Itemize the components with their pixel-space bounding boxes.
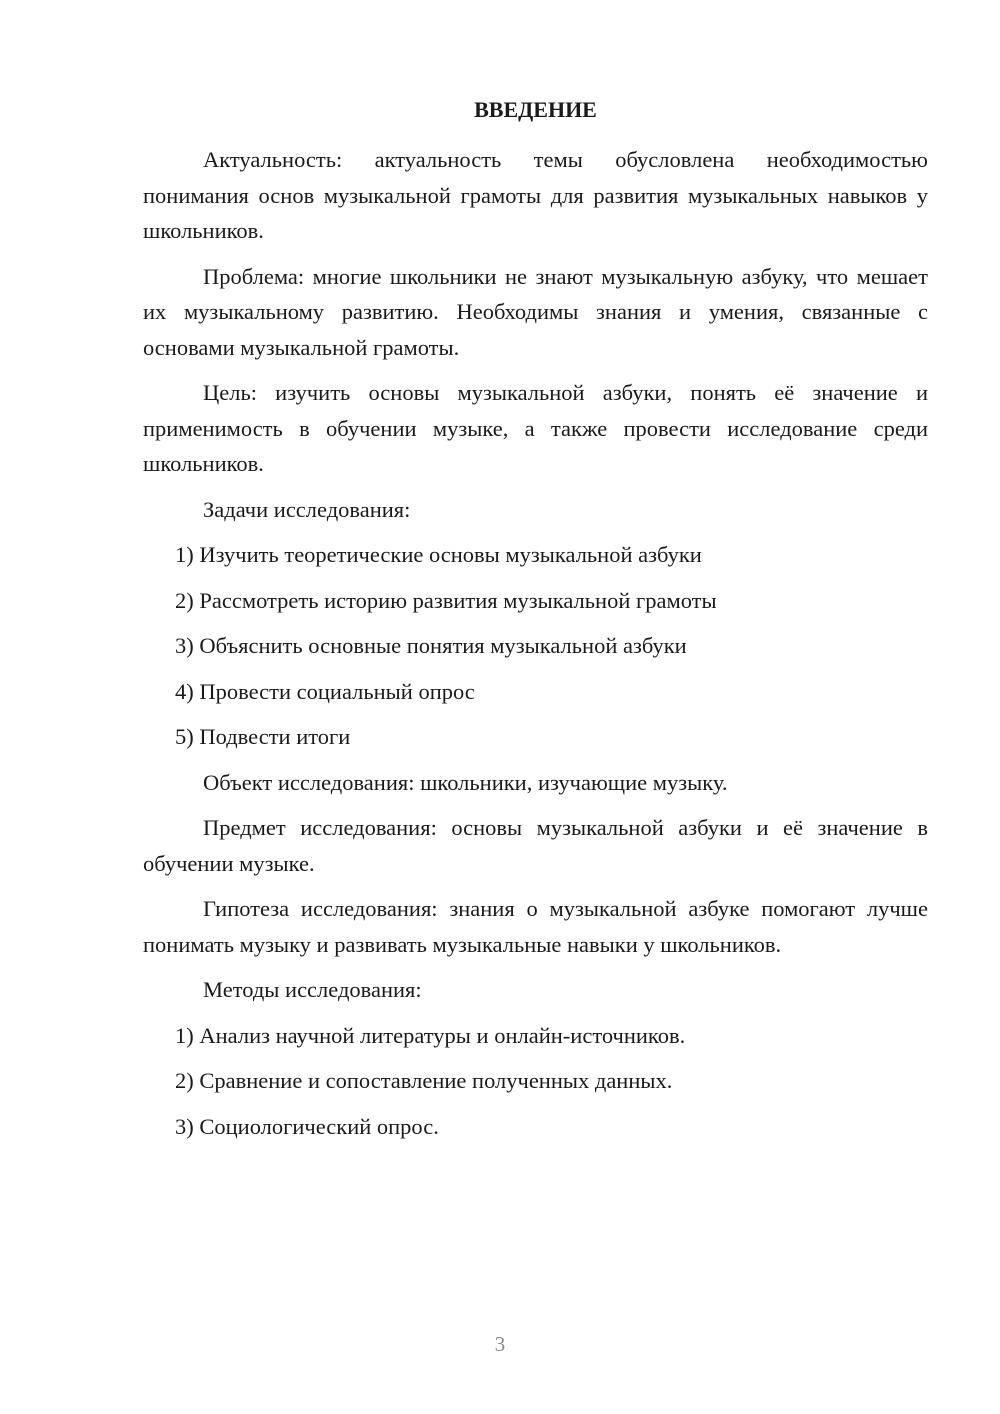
document-page <box>143 92 928 1154</box>
hypothesis-paragraph: Гипотеза исследования: знания о музыкальной азбуке помогают лучше понимать музыку и развивать музыкальные навыки у школьников. <box>143 896 928 957</box>
object-paragraph: Объект исследования: школьники, изучающие музыку. <box>203 769 728 795</box>
method-item-3: 3) Социологический опрос. <box>175 1113 439 1139</box>
subject-paragraph: Предмет исследования: основы музыкальной азбуки и её значение в обучении музыке. <box>143 815 928 876</box>
method-item-2: 2) Сравнение и сопоставление полученных данных. <box>175 1068 673 1093</box>
problem-paragraph: Проблема: многие школьники не знают музыкальную азбуку, что мешает их музыкальному развитию. Необходимы знания и умения, связанные с основами музыкальной грамоты. <box>143 263 928 360</box>
methods-title: Методы исследования: <box>203 977 422 1002</box>
method-item-1: 1) Анализ научной литературы и онлайн-источников. <box>175 1022 686 1048</box>
relevance-paragraph: Актуальность: актуальность темы обусловлена необходимостью понимания основ музыкальной грамоты для развития музыкальных навыков у школьников. <box>143 147 928 243</box>
task-item-2: 2) Рассмотреть историю развития музыкальной грамоты <box>175 587 717 613</box>
task-item-3: 3) Объяснить основные понятия музыкальной азбуки <box>175 633 687 658</box>
task-item-5: 5) Подвести итоги <box>175 724 351 749</box>
task-item-1: 1) Изучить теоретические основы музыкальной азбуки <box>175 542 702 567</box>
tasks-title: Задачи исследования: <box>203 496 411 522</box>
goal-paragraph: Цель: изучить основы музыкальной азбуки, понять её значение и применимость в обучении музыке, а также провести исследование среди школьников. <box>143 380 928 476</box>
task-item-4: 4) Провести социальный опрос <box>175 678 475 704</box>
section-heading: ВВЕДЕНИЕ <box>474 97 597 122</box>
page-number: 3 <box>494 1332 506 1356</box>
